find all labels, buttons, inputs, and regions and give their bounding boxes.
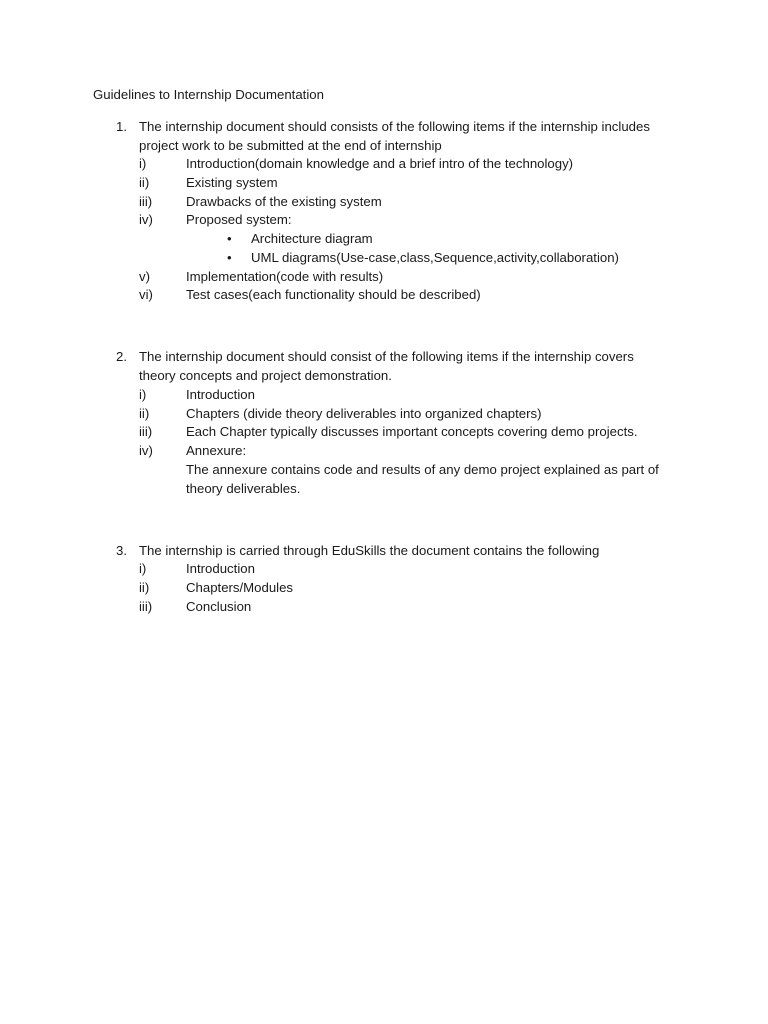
item-number: v)	[139, 269, 150, 284]
list-item	[0, 560, 768, 579]
item-number: ii)	[139, 580, 150, 595]
item-text: Annexure:	[186, 443, 247, 458]
list-item	[0, 286, 768, 305]
item-number: iii)	[139, 424, 153, 439]
item-number: ii)	[139, 406, 150, 421]
list-item	[0, 211, 768, 230]
section-number: 2.	[116, 349, 127, 364]
item-number: iii)	[139, 599, 153, 614]
item-text: Chapters/Modules	[186, 580, 294, 595]
item-text: Drawbacks of the existing system	[186, 194, 382, 209]
list-item	[0, 579, 768, 598]
item-number: i)	[139, 387, 147, 402]
item-number: ii)	[139, 175, 150, 190]
bullet-text: Architecture diagram	[251, 231, 373, 246]
item-number: iv)	[139, 212, 153, 227]
list-item	[0, 174, 768, 193]
list-item	[0, 442, 768, 461]
section-number: 1.	[116, 119, 127, 134]
section-text: The internship is carried through EduSkills the document contains the following	[139, 543, 600, 558]
item-number: i)	[139, 156, 147, 171]
list-item	[0, 268, 768, 287]
item-number: iv)	[139, 443, 153, 458]
item-text: Chapters (divide theory deliverables into organized chapters)	[186, 406, 542, 421]
bullet-text: UML diagrams(Use-case,class,Sequence,activity,collaboration)	[251, 250, 619, 265]
item-text: Existing system	[186, 175, 278, 190]
item-text: Introduction(domain knowledge and a brief intro of the technology)	[186, 156, 574, 171]
item-text: Conclusion	[186, 599, 252, 614]
list-item	[0, 386, 768, 405]
item-text: Introduction	[186, 561, 255, 576]
bullet-item	[0, 230, 768, 249]
section-number: 3.	[116, 543, 127, 558]
bullet-icon: •	[227, 231, 232, 246]
item-number: vi)	[139, 287, 153, 302]
item-number: i)	[139, 561, 147, 576]
item-text: Introduction	[186, 387, 255, 402]
list-item	[0, 193, 768, 212]
list-item	[0, 405, 768, 424]
item-text: Proposed system:	[186, 212, 292, 227]
bullet-item	[0, 249, 768, 268]
list-item	[0, 598, 768, 617]
document-title: Guidelines to Internship Documentation	[93, 87, 324, 102]
item-text: Implementation(code with results)	[186, 269, 384, 284]
item-text: Test cases(each functionality should be described)	[186, 287, 481, 302]
section-text: The internship document should consist of the following items if the internship covers theory concepts and project demonstration.	[139, 349, 634, 383]
list-item	[0, 423, 768, 442]
section-text: The internship document should consists of the following items if the internship includes project work to be submitted at the end of internship	[139, 119, 650, 153]
list-item	[0, 155, 768, 174]
bullet-icon: •	[227, 250, 232, 265]
item-text: Each Chapter typically discusses important concepts covering demo projects.	[186, 424, 638, 439]
annexure-note: The annexure contains code and results of any demo project explained as part of theory deliverables.	[186, 462, 659, 496]
item-number: iii)	[139, 194, 153, 209]
